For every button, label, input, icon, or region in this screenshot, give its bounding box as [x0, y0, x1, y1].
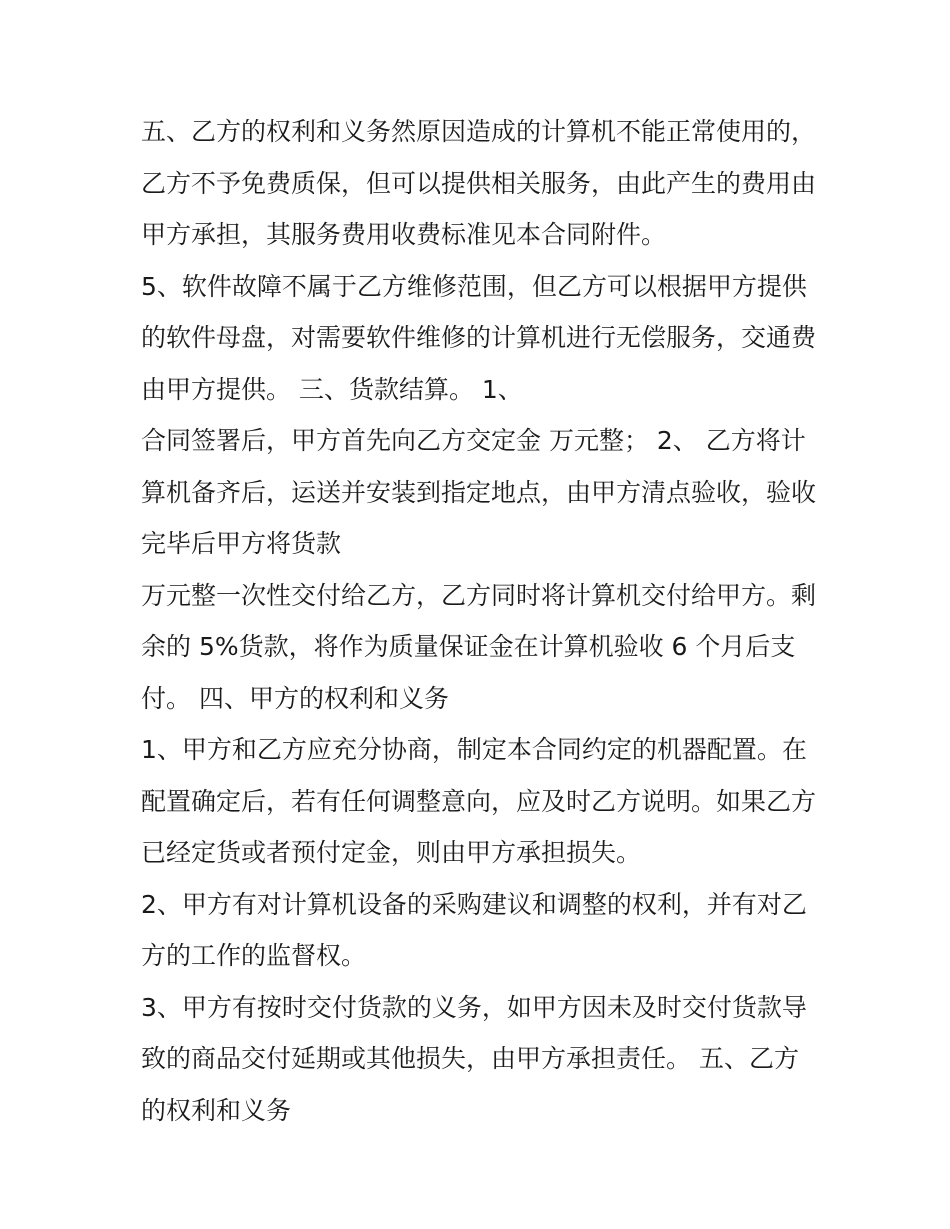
text-line: 方的工作的监督权。 [141, 941, 367, 970]
text-line: 由甲方提供。 三、货款结算。 1、 [141, 374, 523, 404]
text-line: 5、软件故障不属于乙方维修范围，但乙方可以根据甲方提供 [141, 271, 807, 301]
text-line: 完毕后甲方将货款 [141, 529, 342, 558]
text-line: 1、甲方和乙方应充分协商，制定本合同约定的机器配置。在 [141, 735, 807, 764]
text-line: 算机备齐后，运送并安装到指定地点，由甲方清点验收，验收 [141, 477, 817, 507]
text-line: 的软件母盘，对需要软件维修的计算机进行无偿服务，交通费 [141, 323, 817, 352]
text-line: 的权利和义务 [141, 1095, 292, 1125]
text-line: 付。 四、甲方的权利和义务 [141, 683, 449, 713]
text-line: 合同签署后，甲方首先向乙方交定金 万元整； 2、 乙方将计 [141, 426, 806, 455]
text-line: 五、乙方的权利和义务然原因造成的计算机不能正常使用的， [141, 117, 817, 146]
text-line: 3、甲方有按时交付货款的义务，如甲方因未及时交付货款导 [141, 992, 807, 1022]
text-line: 甲方承担，其服务费用收费标准见本合同附件。 [141, 220, 667, 249]
text-line: 2、甲方有对计算机设备的采购建议和调整的权利，并有对乙 [141, 889, 807, 919]
text-line: 致的商品交付延期或其他损失，由甲方承担责任。 五、乙方 [141, 1044, 799, 1073]
text-line: 余的 5%货款，将作为质量保证金在计算机验收 6 个月后支 [141, 632, 796, 661]
text-line: 配置确定后，若有任何调整意向，应及时乙方说明。如果乙方 [141, 786, 817, 816]
contract-text [141, 106, 821, 1136]
text-line: 乙方不予免费质保，但可以提供相关服务，由此产生的费用由 [141, 168, 817, 198]
text-line: 万元整一次性交付给乙方，乙方同时将计算机交付给甲方。剩 [141, 580, 817, 610]
text-line: 已经定货或者预付定金，则由甲方承担损失。 [141, 838, 642, 867]
